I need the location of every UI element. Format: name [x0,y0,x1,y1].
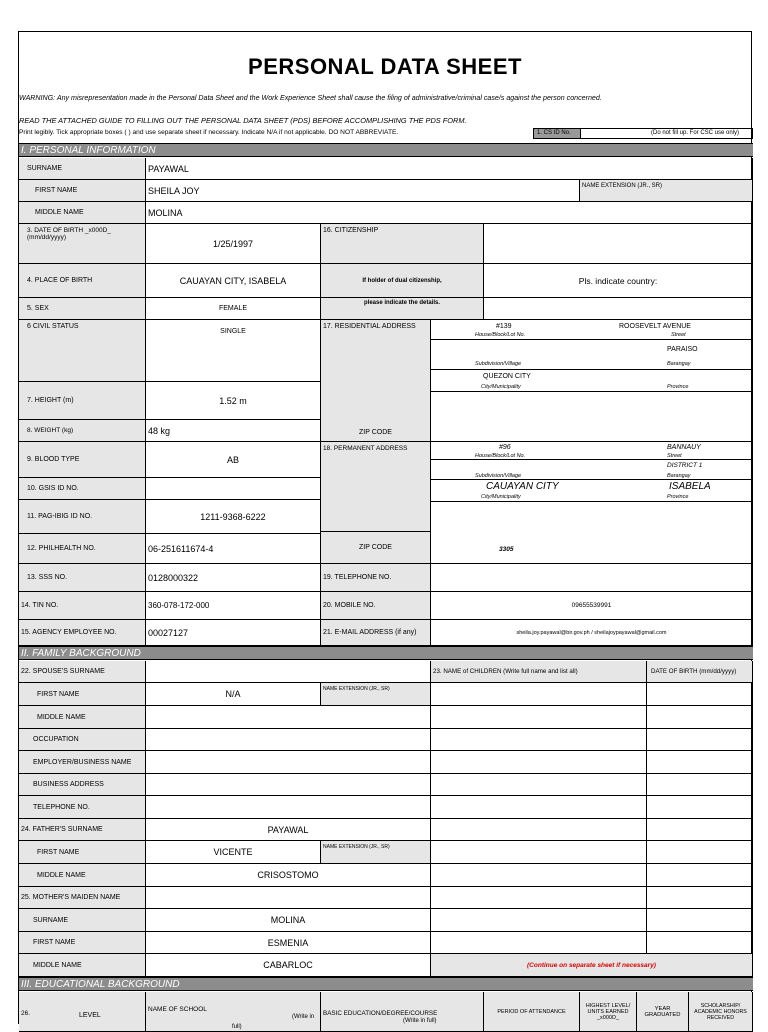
residential-address-label: 17. RESIDENTIAL ADDRESS [321,320,431,420]
father-middle-name-field[interactable]: CRISOSTOMO [146,864,431,887]
mobile-label: 20. MOBILE NO. [321,592,431,620]
gsis-label: 10. GSIS ID NO. [19,478,146,500]
father-name-ext-label: NAME EXTENSION (JR., SR) [321,841,431,864]
mother-maiden-label: 25. MOTHER'S MAIDEN NAME [19,887,146,909]
gsis-field[interactable] [146,478,321,500]
edu-level-label: LEVEL [79,1012,101,1019]
perm-subdivision-caption: Subdivision/Village [475,473,522,479]
child-name-field[interactable] [431,909,647,932]
height-label: 7. HEIGHT (m) [19,382,146,420]
child-name-field[interactable] [431,796,647,819]
mother-surname-label: SURNAME [19,909,146,932]
agency-employee-field[interactable]: 00027127 [146,620,321,646]
weight-field[interactable]: 48 kg [146,420,321,442]
edu-school-header [146,992,321,1032]
child-name-field[interactable] [431,706,647,729]
perm-city-caption: City/Municipality [481,494,521,500]
spouse-first-name-label: FIRST NAME [19,683,146,706]
sss-label: 13. SSS NO. [19,564,146,592]
perm-zipcode-field[interactable] [431,502,753,564]
edu-degree-header [321,992,484,1032]
pagibig-field[interactable]: 1211-9368-6222 [146,500,321,534]
perm-zip-value: 3305 [499,546,514,553]
edu-highest-header: HIGHEST LEVEL/ UNITS EARNED _x000D_ [580,992,637,1032]
sss-field[interactable]: 0128000322 [146,564,321,592]
child-dob-field[interactable] [647,932,753,954]
mother-first-name-label: FIRST NAME [19,932,146,954]
child-dob-field[interactable] [647,841,753,864]
father-middle-name-label: MIDDLE NAME [19,864,146,887]
spouse-surname-field[interactable] [146,661,431,683]
civil-status-label: 6 CIVIL STATUS [19,320,146,382]
child-dob-field[interactable] [647,796,753,819]
perm-barangay-caption: Barangay [667,473,691,479]
res-city-value: QUEZON CITY [483,373,531,380]
business-address-label: BUSINESS ADDRESS [19,774,146,796]
mother-maiden-field[interactable] [146,887,431,909]
spouse-first-name-field[interactable]: N/A [146,683,321,706]
child-name-field[interactable] [431,819,647,841]
perm-city-province-row[interactable] [431,480,753,502]
sex-field[interactable]: FEMALE [146,298,321,320]
first-name-label: FIRST NAME [19,180,146,202]
father-surname-label: 24. FATHER'S SURNAME [19,819,146,841]
edu-degree-label: BASIC EDUCATION/DEGREE/COURSE [323,1010,438,1017]
tin-field[interactable]: 360-078-172-000 [146,592,321,620]
barangay-caption: Barangay [667,361,691,367]
perm-province-value: ISABELA [669,481,711,492]
father-first-name-field[interactable]: VICENTE [146,841,321,864]
pagibig-label: 11. PAG-IBIG ID NO. [19,500,146,534]
perm-house-value: #96 [499,444,511,451]
surname-label: SURNAME [19,158,146,180]
occupation-label: OCCUPATION [19,729,146,751]
perm-subdivision-barangay-row[interactable] [431,460,753,480]
child-name-field[interactable] [431,774,647,796]
child-name-field[interactable] [431,751,647,774]
section-educational-background: III. EDUCATIONAL BACKGROUND [19,977,753,991]
name-extension-label: NAME EXTENSION (JR., SR) [580,180,753,202]
perm-street-value: BANNAUY [667,444,701,451]
res-street-value: ROOSEVELT AVENUE [619,323,691,330]
house-caption: House/Block/Lot No. [475,332,526,338]
surname-field[interactable]: PAYAWAL [146,158,753,180]
child-dob-field[interactable] [647,706,753,729]
child-dob-field[interactable] [647,864,753,887]
perm-street-caption: Street [667,453,682,459]
edu-school-full: full) [232,1024,242,1030]
edu-scholarship-header: SCHOLARSHIP/ ACADEMIC HONORS RECEIVED [689,992,753,1032]
city-caption: City/Municipality [481,384,521,390]
mother-surname-field[interactable]: MOLINA [146,909,431,932]
height-field[interactable]: 1.52 m [146,382,321,420]
res-house-value: #139 [496,323,512,330]
mother-middle-name-label: MIDDLE NAME [19,954,146,977]
telephone-label: 19. TELEPHONE NO. [321,564,431,592]
pob-field[interactable]: CAUAYAN CITY, ISABELA [146,264,321,298]
spouse-middle-name-field[interactable] [146,706,431,729]
child-name-field[interactable] [431,932,647,954]
child-name-field[interactable] [431,864,647,887]
citizenship-field[interactable] [484,224,753,264]
child-name-field[interactable] [431,841,647,864]
email-field[interactable]: sheila.joy.payawal@bir.gov.ph / sheilajoypayawal@gmail.com [431,620,753,646]
page-title: PERSONAL DATA SHEET [248,54,522,79]
sex-label: 5. SEX [19,298,146,320]
print-legibly-text: Print legibly. Tick appropriate boxes ( ) and use separate sheet if necessary. Indicate N/A if not applicable. DO NOT ABBREVIATE. [19,129,399,136]
child-name-field[interactable] [431,887,647,909]
blood-type-field[interactable]: AB [146,442,321,478]
spouse-name-ext-label: NAME EXTENSION (JR., SR) [321,683,431,706]
child-dob-field[interactable] [647,819,753,841]
spouse-telephone-label: TELEPHONE NO. [19,796,146,819]
child-dob-field[interactable] [647,909,753,932]
child-name-field[interactable] [431,729,647,751]
tin-label: 14. TIN NO. [19,592,146,620]
child-dob-field[interactable] [647,683,753,706]
res-city-province-row[interactable] [431,370,753,392]
mother-first-name-field[interactable]: ESMENIA [146,932,431,954]
philhealth-label: 12. PHILHEALTH NO. [19,534,146,564]
perm-barangay-value: DISTRICT 1 [667,462,703,469]
perm-house-caption: House/Block/Lot No. [475,453,526,459]
warning-text: WARNING: Any misrepresentation made in the Personal Data Sheet and the Work Experience Sheet shall cause the filing of administrative/criminal case/s against the person concerned. [19,94,602,102]
res-subdivision-barangay-row[interactable] [431,340,753,370]
edu-period-header: PERIOD OF ATTENDANCE [484,992,580,1032]
perm-house-street-row[interactable] [431,442,753,460]
res-house-street-row[interactable] [431,320,753,340]
street-caption: Street [671,332,686,338]
perm-zipcode-label: ZIP CODE [321,532,431,564]
father-surname-field[interactable]: PAYAWAL [146,819,431,841]
employer-label: EMPLOYER/BUSINESS NAME [19,751,146,774]
subdivision-caption: Subdivision/Village [475,361,522,367]
blood-type-label: 9. BLOOD TYPE [19,442,146,478]
spouse-middle-name-label: MIDDLE NAME [19,706,146,729]
dual-details-field[interactable] [484,298,753,320]
res-zipcode-label: ZIP CODE [321,392,431,442]
dob-field[interactable]: 1/25/1997 [146,224,321,264]
res-zipcode-field[interactable] [431,392,753,442]
middle-name-label: MIDDLE NAME [19,202,146,224]
employer-field[interactable] [146,751,431,774]
child-dob-field[interactable] [647,887,753,909]
cs-id-label: 1. CS ID No. [533,128,581,139]
country-field[interactable]: Pls. indicate country: [484,264,753,298]
child-dob-field[interactable] [647,729,753,751]
continue-note: (Continue on separate sheet if necessary) [431,954,753,977]
child-name-field[interactable] [431,683,647,706]
perm-province-caption: Province [667,494,689,500]
edu-year-graduated-header: YEAR GRADUATED [637,992,689,1032]
dob-label: 3. DATE OF BIRTH _x000D_ (mm/dd/yyyy) [19,224,146,264]
edu-school-label: NAME OF SCHOOL [148,1006,207,1013]
father-first-name-label: FIRST NAME [19,841,146,864]
spouse-surname-label: 22. SPOUSE'S SURNAME [19,661,146,683]
permanent-address-label: 18. PERMANENT ADDRESS [321,442,431,532]
perm-city-value: CAUAYAN CITY [486,481,559,492]
email-label: 21. E-MAIL ADDRESS (if any) [321,620,431,646]
telephone-field[interactable] [431,564,753,592]
child-dob-field[interactable] [647,751,753,774]
civil-status-field[interactable]: SINGLE [146,320,321,382]
citizenship-label: 16. CITIZENSHIP [321,224,484,264]
mother-middle-name-field[interactable]: CABARLOC [146,954,431,977]
philhealth-field[interactable]: 06-251611674-4 [146,534,321,564]
edu-school-write: (Write in [292,1014,315,1020]
edu-degree-write: (Write in full) [403,1018,437,1024]
pob-label: 4. PLACE OF BIRTH [19,264,146,298]
edu-number: 26. [21,1010,31,1017]
spouse-telephone-field[interactable] [146,796,431,819]
dual-citizenship-label: If holder of dual citizenship, [321,264,484,298]
cs-note: (Do not fill up. For CSC use only) [651,130,740,136]
province-caption: Province [667,384,689,390]
children-label: 23. NAME of CHILDREN (Write full name and list all) [431,661,647,683]
read-guide-text: READ THE ATTACHED GUIDE TO FILLING OUT THE PERSONAL DATA SHEET (PDS) BEFORE ACCOMPLISHING THE PDS FORM. [19,116,467,125]
dual-details-label: please indicate the details. [321,298,484,320]
first-name-field[interactable]: SHEILA JOY [146,180,580,202]
children-dob-label: DATE OF BIRTH (mm/dd/yyyy) [647,661,753,683]
section-personal-information: I. PERSONAL INFORMATION [19,143,753,157]
child-dob-field[interactable] [647,774,753,796]
res-barangay-value: PARAISO [667,346,698,353]
agency-employee-label: 15. AGENCY EMPLOYEE NO. [19,620,146,646]
mobile-field[interactable]: 09655539991 [431,592,753,620]
weight-label: 8. WEIGHT (kg) [19,420,146,442]
personal-data-sheet [18,31,752,1030]
occupation-field[interactable] [146,729,431,751]
edu-level-header [19,992,146,1032]
business-address-field[interactable] [146,774,431,796]
section-family-background: II. FAMILY BACKGROUND [19,646,753,660]
middle-name-field[interactable]: MOLINA [146,202,753,224]
